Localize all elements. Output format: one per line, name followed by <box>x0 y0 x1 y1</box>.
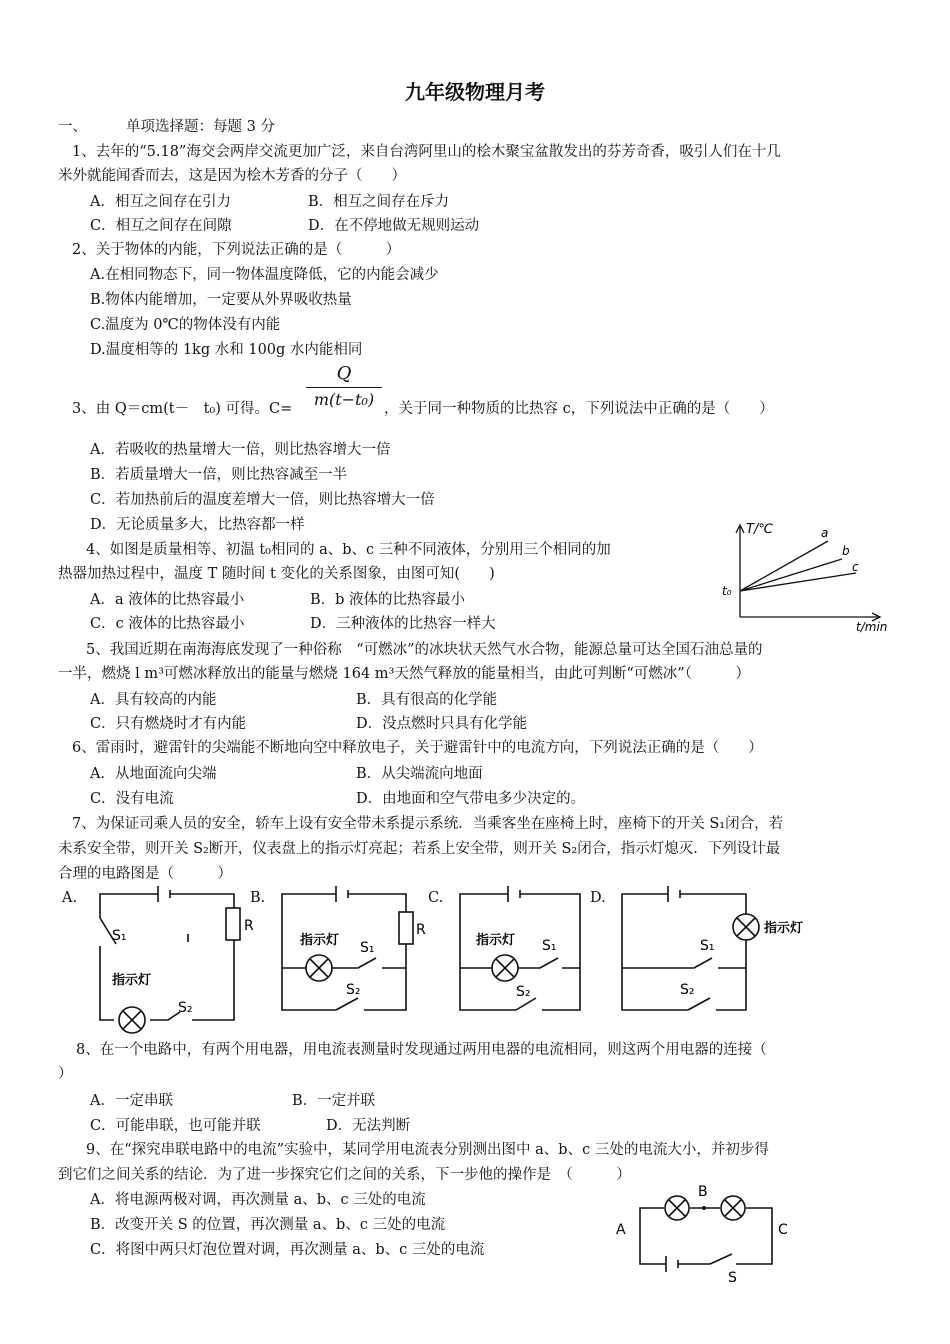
q4-option-a: A．a 液体的比热容最小 <box>90 592 245 608</box>
circuit-a-s2: S₂ <box>178 1000 193 1016</box>
q1-option-c: C．相互之间存在间隙 <box>90 218 232 234</box>
q7-circuit-c <box>452 884 592 1034</box>
q3-option-d: D．无论质量多大，比热容都一样 <box>90 517 305 533</box>
q9-point-c: C <box>778 1222 788 1238</box>
circuit-a-r: R <box>244 918 254 934</box>
q9-option-a: A．将电源两极对调，再次测量 a、b、c 三处的电流 <box>90 1192 426 1208</box>
q7-circuit-d-label: D. <box>590 890 606 906</box>
q2-stem: 2、关于物体的内能，下列说法正确的是（ ） <box>72 242 401 258</box>
q6-option-a: A．从地面流向尖端 <box>90 766 217 782</box>
graph-y-label: T/℃ <box>746 522 773 537</box>
q9-stem-2: 到它们之间关系的结论．为了进一步探究它们之间的关系，下一步他的操作是 （ ） <box>58 1167 631 1183</box>
q6-stem: 6、雷雨时，避雷针的尖端能不断地向空中释放电子，关于避雷针中的电流方向，下列说法正确的是（ ） <box>72 740 763 756</box>
q3-stem-pre: 3、由 Q＝cm(t－ t₀) 可得。C= <box>72 401 293 417</box>
section-number: 一、 <box>58 119 87 135</box>
q7-circuit-d <box>614 884 834 1034</box>
q7-circuit-c-label: C. <box>428 890 444 906</box>
q7-stem-1: 7、为保证司乘人员的安全，轿车上设有安全带未系提示系统．当乘客坐在座椅上时，座椅下的开关 S₁闭合，若 <box>72 816 784 832</box>
q1-stem-1: 1、去年的“5.18”海交会两岸交流更加广泛，来自台湾阿里山的桧木聚宝盆散发出的芬芳奇香，吸引人们在十几 <box>72 144 781 160</box>
q2-option-a: A.在相同物态下，同一物体温度降低，它的内能会减少 <box>90 267 439 283</box>
section-label: 单项选择题：每题 3 分 <box>126 119 275 135</box>
q4-option-b: B．b 液体的比热容最小 <box>310 592 466 608</box>
graph-line-b-label: b <box>842 544 850 558</box>
q7-stem-3: 合理的电路图是（ ） <box>58 866 232 882</box>
circuit-b-r: R <box>416 922 426 938</box>
fraction-bar <box>306 387 382 388</box>
circuit-b-s2: S₂ <box>346 982 361 998</box>
formula-denominator: m(t−t₀) <box>313 390 375 409</box>
q4-option-d: D．三种液体的比热容一样大 <box>310 616 496 632</box>
q8-stem-1: 8、在一个电路中，有两个用电器，用电流表测量时发现通过两用电器的电流相同，则这两个用电器的连接（ <box>76 1042 767 1058</box>
circuit-a-s1: S₁ <box>112 928 127 944</box>
q1-option-d: D．在不停地做无规则运动 <box>308 218 480 234</box>
q8-option-d: D．无法判断 <box>326 1118 411 1134</box>
circuit-c-s1: S₁ <box>542 938 557 954</box>
q5-option-c: C．只有燃烧时才有内能 <box>90 716 247 732</box>
q1-option-b: B．相互之间存在斥力 <box>308 194 450 210</box>
q5-option-a: A．具有较高的内能 <box>90 692 217 708</box>
q1-stem-2: 米外就能闻香而去，这是因为桧木芳香的分子（ ） <box>58 168 406 184</box>
q8-option-b: B．一定并联 <box>292 1093 376 1109</box>
q3-stem-post: ，关于同一种物质的比热容 c，下列说法中正确的是（ ） <box>384 401 774 417</box>
circuit-a-lamp-label: 指示灯 <box>112 973 152 988</box>
graph-x-label: t/min <box>856 620 888 634</box>
circuit-b-s1: S₁ <box>360 940 375 956</box>
circuit-c-s2: S₂ <box>516 984 531 1000</box>
q8-stem-2: ） <box>58 1066 73 1082</box>
q4-stem-1: 4、如图是质量相等、初温 t₀相同的 a、b、c 三种不同液体，分别用三个相同的加 <box>86 542 611 558</box>
q4-temperature-graph <box>710 515 910 635</box>
q2-option-c: C.温度为 0℃的物体没有内能 <box>90 317 281 333</box>
q8-option-c: C．可能串联，也可能并联 <box>90 1118 261 1134</box>
q5-stem-2: 一半，燃烧 l m³可燃冰释放出的能量与燃烧 164 m³天然气释放的能量相当，由此可判断“可燃冰”（ ） <box>58 666 750 682</box>
q3-option-c: C．若加热前后的温度差增大一倍，则比热容增大一倍 <box>90 492 435 508</box>
q4-stem-2: 热器加热过程中，温度 T 随时间 t 变化的关系图象，由图可知( ) <box>58 566 495 582</box>
page-title: 九年级物理月考 <box>405 80 545 104</box>
q9-option-b: B．改变开关 S 的位置，再次测量 a、b、c 三处的电流 <box>90 1217 446 1233</box>
q9-point-a: A <box>616 1222 626 1238</box>
q7-stem-2: 未系安全带，则开关 S₂断开，仪表盘上的指示灯亮起；若系上安全带，则开关 S₂闭合，指示灯熄灭．下列设计最 <box>58 841 781 857</box>
q9-point-b: B <box>698 1184 708 1200</box>
q9-series-circuit <box>604 1180 804 1284</box>
q9-stem-1: 9、在“探究串联电路中的电流”实验中，某同学用电流表分别测出图中 a、b、c 三处的电流大小，并初步得 <box>86 1142 769 1158</box>
q5-option-d: D．没点燃时只具有化学能 <box>356 716 528 732</box>
circuit-c-lamp-label: 指示灯 <box>476 933 516 948</box>
q7-circuit-b <box>276 884 436 1034</box>
q9-switch-s: S <box>728 1270 737 1286</box>
q6-option-c: C．没有电流 <box>90 791 174 807</box>
q5-stem-1: 5、我国近期在南海海底发现了一种俗称 “可燃冰”的冰块状天然气水合物，能源总量可达全国石油总量的 <box>86 642 763 658</box>
q7-circuit-a <box>88 884 254 1034</box>
q1-option-a: A．相互之间存在引力 <box>90 194 231 210</box>
q4-option-c: C．c 液体的比热容最小 <box>90 616 245 632</box>
q7-circuit-a-label: A. <box>62 890 78 906</box>
q9-option-c: C．将图中两只灯泡位置对调，再次测量 a、b、c 三处的电流 <box>90 1242 485 1258</box>
q7-circuit-b-label: B. <box>250 890 266 906</box>
circuit-d-lamp-label: 指示灯 <box>764 921 804 936</box>
graph-line-c-label: c <box>852 560 859 574</box>
formula-numerator: Q <box>336 363 352 384</box>
graph-line-a-label: a <box>821 526 829 540</box>
circuit-d-s1: S₁ <box>700 938 715 954</box>
q2-option-d: D.温度相等的 1kg 水和 100g 水内能相同 <box>90 342 363 358</box>
q3-option-b: B．若质量增大一倍，则比热容减至一半 <box>90 467 348 483</box>
graph-origin-label: t₀ <box>722 584 732 598</box>
q6-option-b: B．从尖端流向地面 <box>356 766 483 782</box>
q8-option-a: A．一定串联 <box>90 1093 173 1109</box>
q6-option-d: D．由地面和空气带电多少决定的。 <box>356 791 586 807</box>
q2-option-b: B.物体内能增加，一定要从外界吸收热量 <box>90 292 352 308</box>
q5-option-b: B．具有很高的化学能 <box>356 692 498 708</box>
circuit-b-lamp-label: 指示灯 <box>300 933 340 948</box>
circuit-d-s2: S₂ <box>680 982 695 998</box>
q3-option-a: A．若吸收的热量增大一倍，则比热容增大一倍 <box>90 442 391 458</box>
